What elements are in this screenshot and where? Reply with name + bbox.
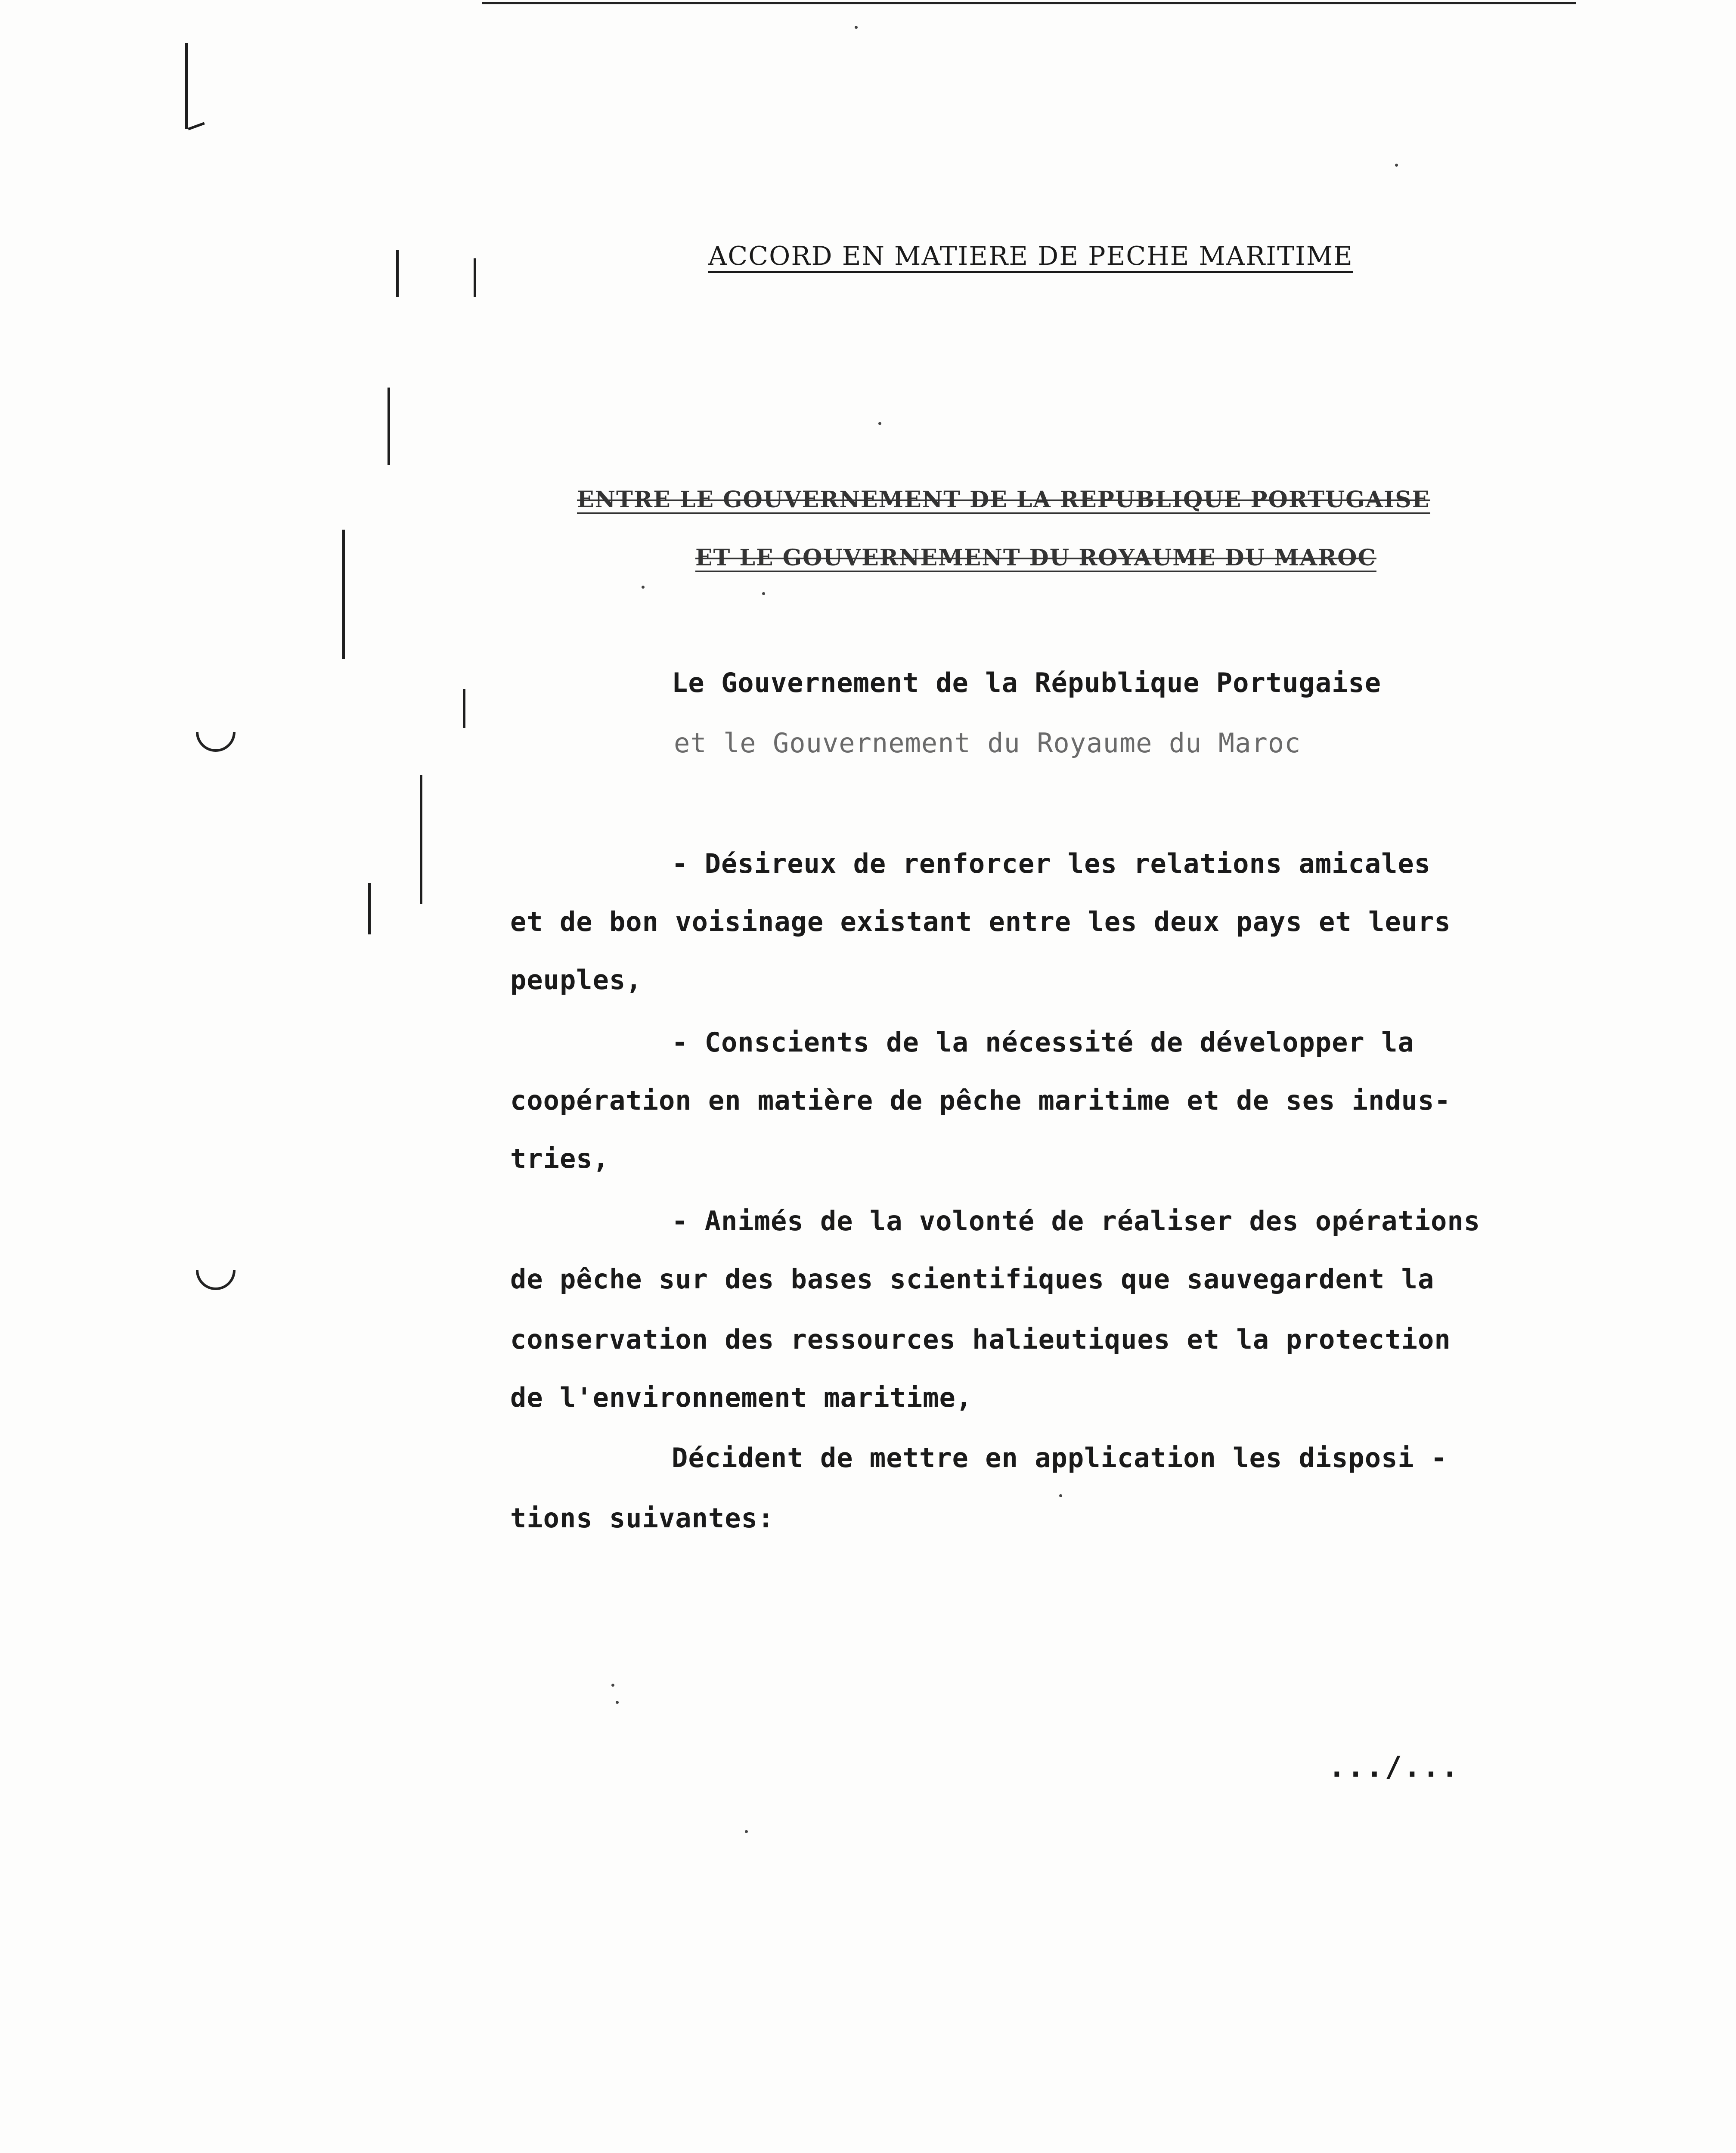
speck [616, 1701, 619, 1704]
consideration-2-line-3: tries, [510, 1143, 609, 1174]
consideration-3-line-2: de pêche sur des bases scientifiques que sauvegardent la [510, 1263, 1435, 1295]
decision-line-1: Décident de mettre en application les disposi - [672, 1442, 1448, 1474]
top-edge-rule [482, 2, 1576, 4]
consideration-1-line-3: peuples, [510, 964, 642, 996]
consideration-1-line-2: et de bon voisinage existant entre les deux pays et leurs [510, 906, 1451, 937]
consideration-2-line-2: coopération en matière de pêche maritime et de ses indus- [510, 1085, 1451, 1116]
consideration-2-line-1: - Conscients de la nécessité de développer la [672, 1027, 1414, 1058]
speck [642, 586, 645, 589]
speck [762, 592, 765, 595]
margin-curve-mark [196, 1270, 236, 1290]
subtitle-line-1: ENTRE LE GOUVERNEMENT DE LA REPUBLIQUE PORTUGAISE [577, 487, 1430, 513]
parties-line-2: et le Gouvernement du Royaume du Maroc [674, 727, 1301, 759]
margin-mark [463, 689, 465, 728]
margin-mark [388, 388, 390, 465]
parties-line-1: Le Gouvernement de la République Portugaise [672, 667, 1382, 698]
speck [1395, 164, 1398, 167]
page-title: ACCORD EN MATIERE DE PECHE MARITIME [708, 241, 1353, 271]
speck [611, 1684, 614, 1687]
consideration-3-line-1: - Animés de la volonté de réaliser des opérations [672, 1205, 1481, 1237]
speck [1059, 1494, 1062, 1497]
margin-mark [474, 258, 476, 297]
margin-mark [185, 43, 188, 129]
margin-mark [188, 122, 205, 130]
speck [855, 26, 858, 29]
consideration-3-line-3: conservation des ressources halieutiques et la protection [510, 1324, 1451, 1355]
speck [878, 422, 881, 425]
consideration-3-line-4: de l'environnement maritime, [510, 1382, 973, 1413]
subtitle-line-2: ET LE GOUVERNEMENT DU ROYAUME DU MAROC [695, 545, 1376, 571]
margin-mark [396, 250, 399, 297]
margin-mark [368, 883, 371, 934]
margin-curve-mark [196, 732, 236, 752]
consideration-1-line-1: - Désireux de renforcer les relations amicales [672, 848, 1431, 879]
speck [745, 1830, 748, 1833]
margin-mark [420, 775, 422, 904]
margin-mark [342, 530, 345, 659]
decision-line-2: tions suivantes: [510, 1502, 775, 1534]
continuation-mark: .../... [1328, 1750, 1460, 1784]
